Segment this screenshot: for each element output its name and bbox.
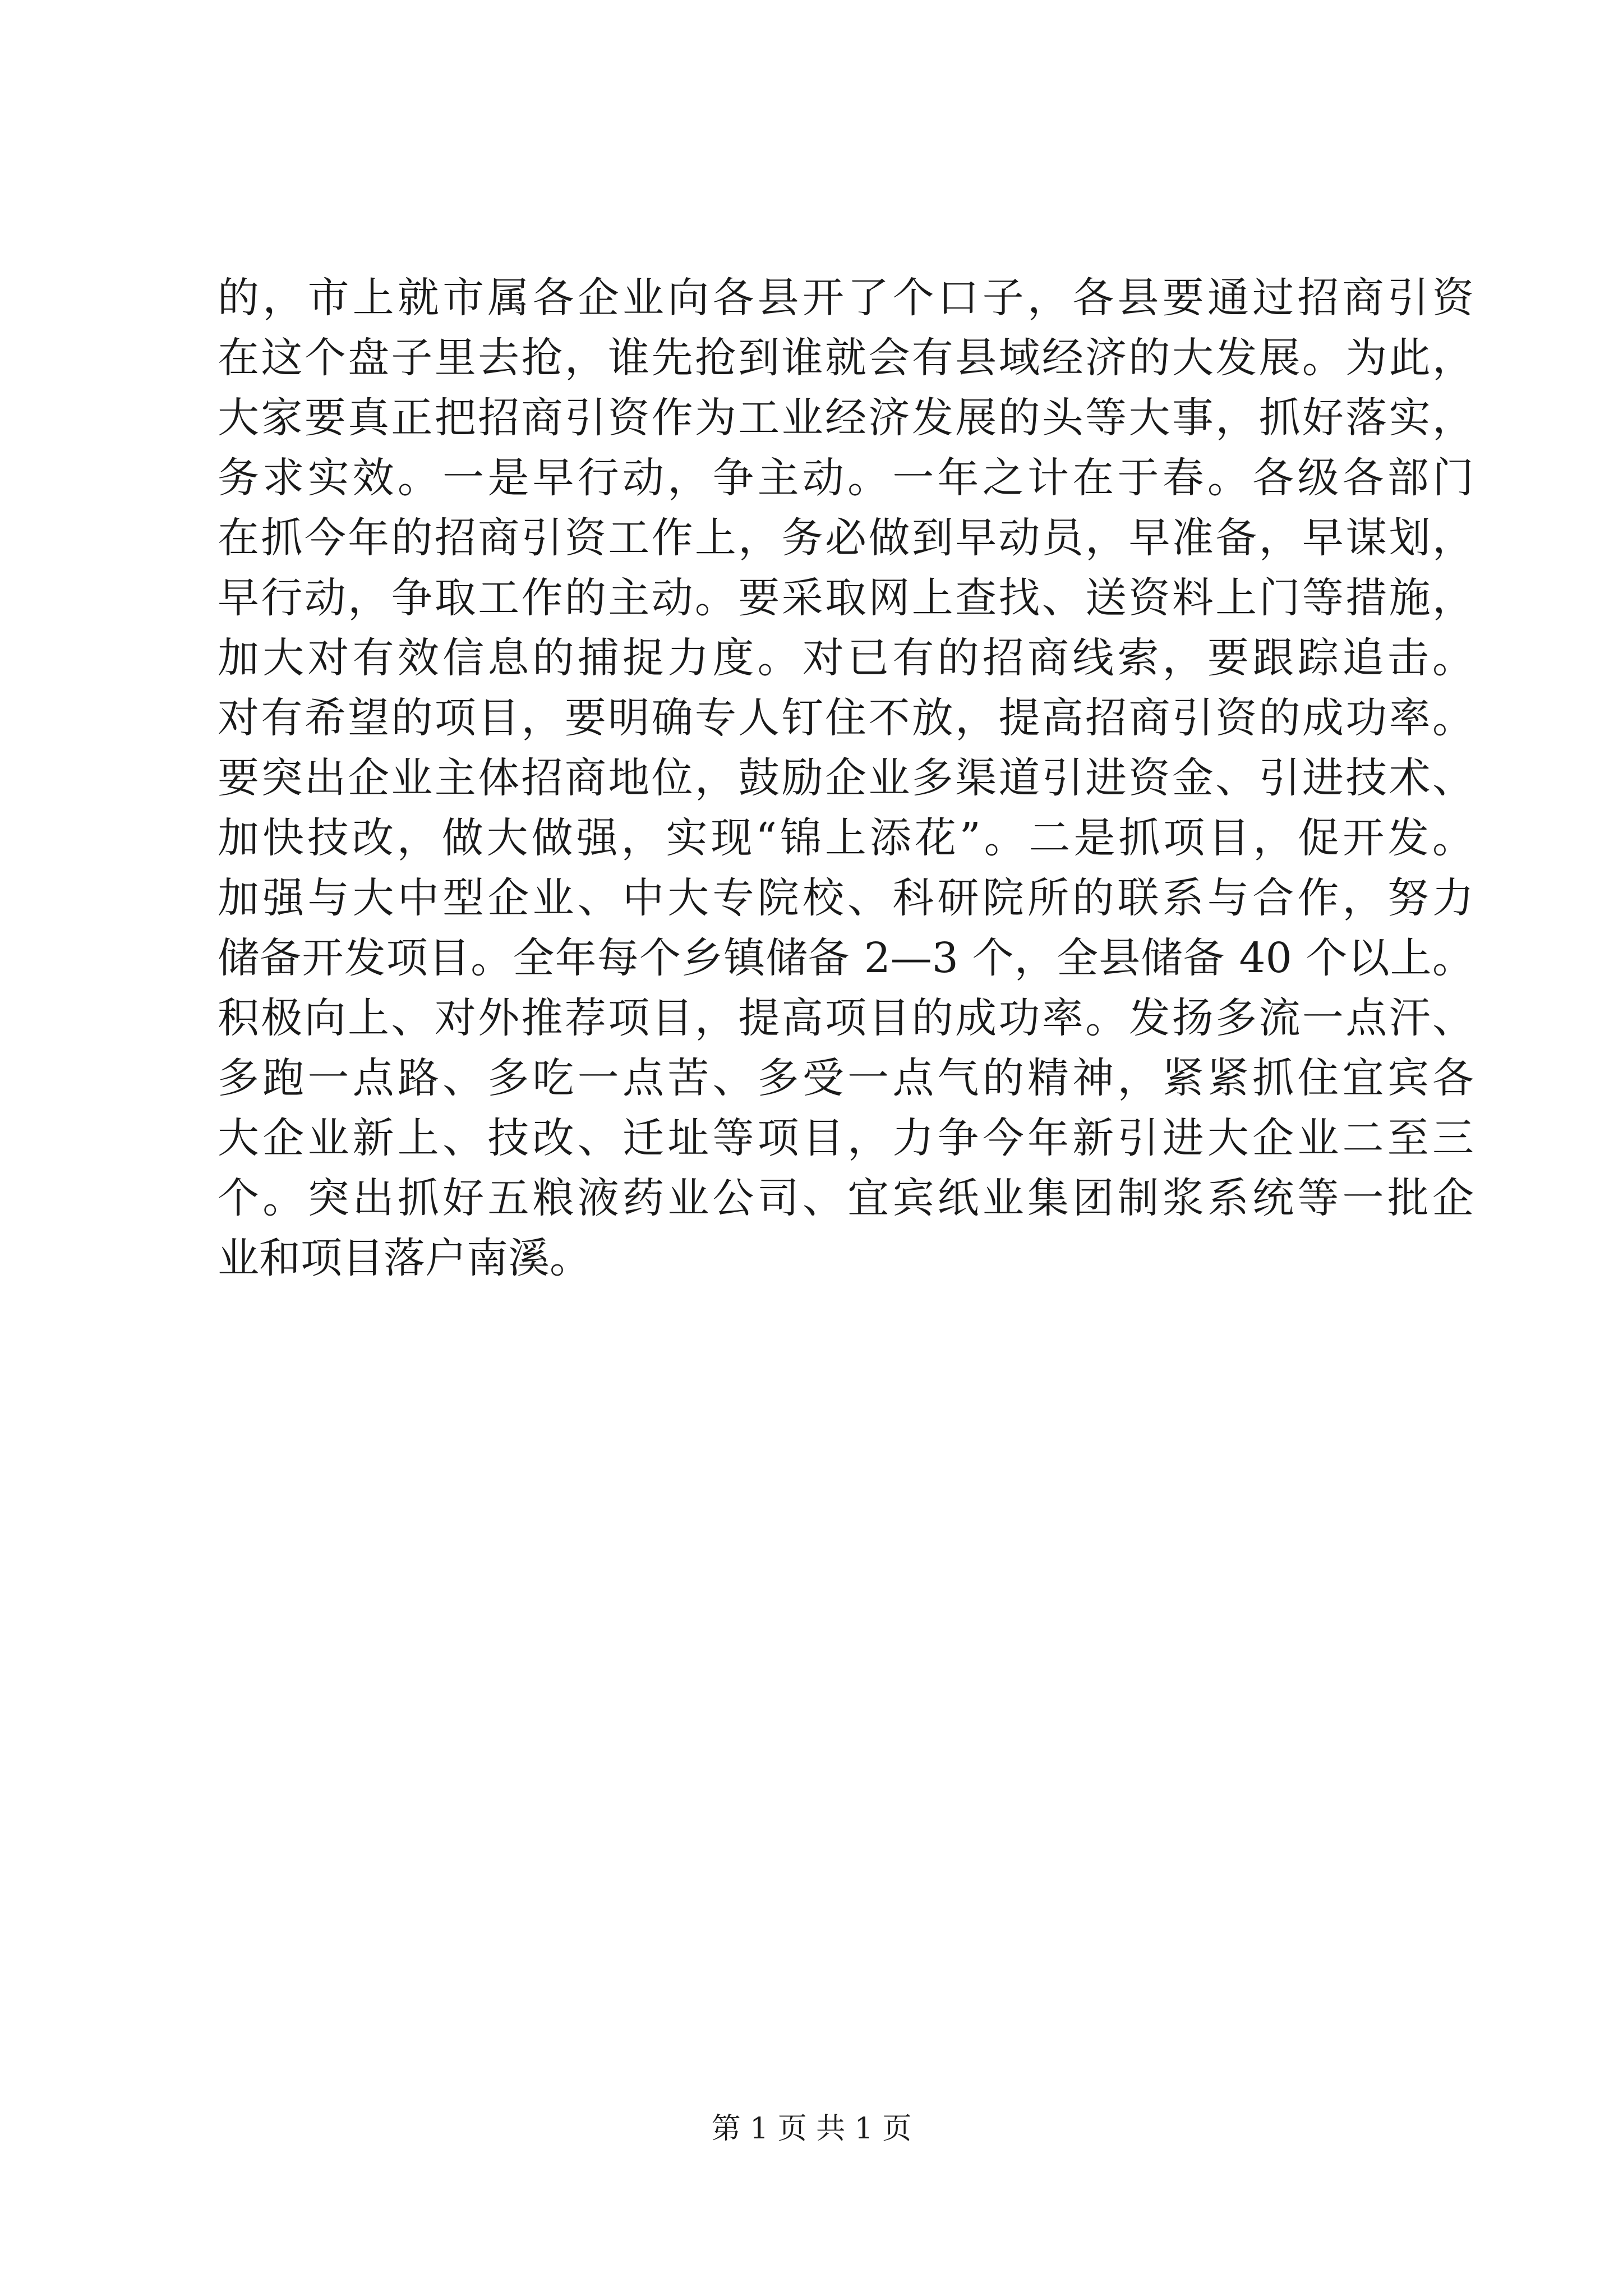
text-line: 积极向上、对外推荐项目，提高项目的成功率。发扬多流一点汗、: [218, 994, 1474, 1042]
text-line: 储备开发项目。全年每个乡镇储备 2—3 个，全县储备 40 个以上。: [218, 934, 1474, 982]
text-line: 对有希望的项目，要明确专人钉住不放，提高招商引资的成功率。: [218, 694, 1474, 742]
text-line: 大企业新上、技改、迁址等项目，力争今年新引进大企业二至三: [218, 1114, 1474, 1162]
body-paragraph: [218, 268, 1474, 1289]
text-line: 在这个盘子里去抢，谁先抢到谁就会有县域经济的大发展。为此，: [218, 334, 1474, 382]
text-line: 加快技改，做大做强，实现“锦上添花”。二是抓项目，促开发。: [218, 814, 1474, 862]
text-line: 加大对有效信息的捕捉力度。对已有的招商线索，要跟踪追击。: [218, 634, 1474, 682]
text-line: 在抓今年的招商引资工作上，务必做到早动员，早准备，早谋划，: [218, 514, 1474, 562]
text-line: 要突出企业主体招商地位，鼓励企业多渠道引进资金、引进技术、: [218, 754, 1474, 802]
text-line: 的，市上就市属各企业向各县开了个口子，各县要通过招商引资: [218, 274, 1474, 322]
text-line: 务求实效。一是早行动，争主动。一年之计在于春。各级各部门: [218, 454, 1474, 502]
text-line: 业和项目落户南溪。: [218, 1234, 591, 1282]
text-line: 多跑一点路、多吃一点苦、多受一点气的精神，紧紧抓住宜宾各: [218, 1054, 1474, 1102]
text-line: 大家要真正把招商引资作为工业经济发展的头等大事，抓好落实，: [218, 394, 1474, 442]
text-line: 加强与大中型企业、中大专院校、科研院所的联系与合作，努力: [218, 874, 1474, 922]
page-number-footer: 第 1 页 共 1 页: [711, 2112, 912, 2146]
text-line: 早行动，争取工作的主动。要采取网上查找、送资料上门等措施，: [218, 574, 1474, 622]
text-line: 个。突出抓好五粮液药业公司、宜宾纸业集团制浆系统等一批企: [218, 1174, 1474, 1222]
